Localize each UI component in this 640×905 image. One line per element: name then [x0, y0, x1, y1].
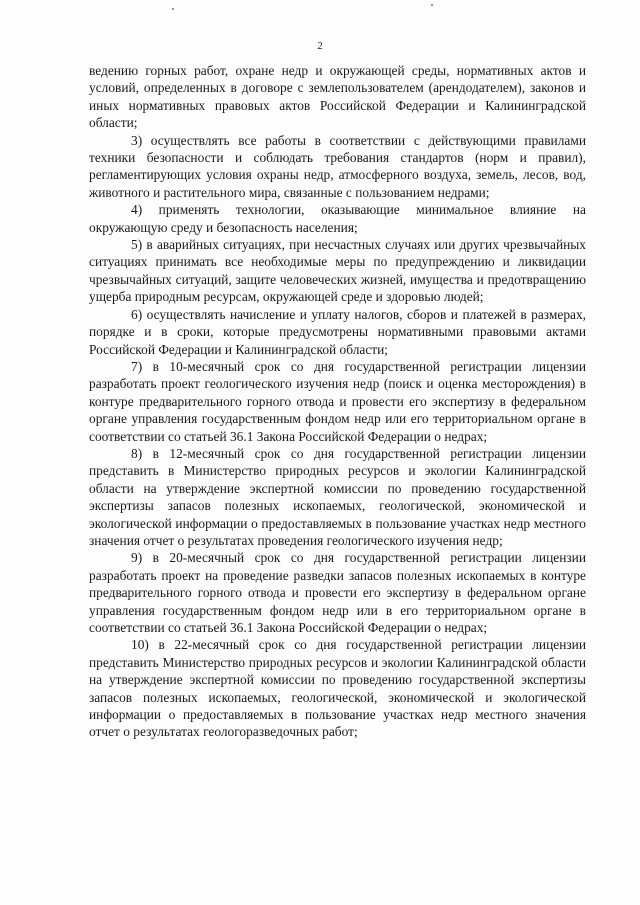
document-body — [89, 62, 586, 741]
scan-speck — [431, 4, 433, 6]
paragraph-item-9: 9) в 20-месячный срок со дня государственной регистрации лицензии разработать проект на проведение разведки запасов полезных ископаемых в контуре предварительного горного отвода и провести его экспертизу в федеральном органе управления государственным фондом недр или в его территориальном органе в соответствии со статьей 36.1 Закона Российской Федерации о недрах; — [89, 550, 586, 635]
paragraph-item-6: 6) осуществлять начисление и уплату налогов, сборов и платежей в размерах, порядке и в сроки, которые предусмотрены нормативными правовыми актами Российской Федерации и Калининградской области; — [89, 306, 586, 357]
paragraph-item-7: 7) в 10-месячный срок со дня государственной регистрации лицензии разработать проект геологического изучения недр (поиск и оценка месторождения) в контуре предварительного горного отвода и провести его экспертизу в федеральном органе управления государственным фондом недр или его территориальном органе в соответствии со статьей 36.1 Закона Российской Федерации о недрах; — [89, 358, 586, 444]
paragraph-continuation: ведению горных работ, охране недр и окружающей среды, нормативных актов и условий, определенных в договоре с землепользователем (арендодателем), законов и иных нормативных правовых актов Российской Федерации и Калининградской области; — [89, 63, 586, 131]
page-number: 2 — [317, 40, 323, 52]
paragraph-item-3: 3) осуществлять все работы в соответствии с действующими правилами техники безопасности и соблюдать требования стандартов (норм и правил), регламентирующих условия охраны недр, атмосферного воздуха, земель, лесов, вод, животного и растительного мира, связанные с пользованием недрами; — [89, 132, 586, 200]
paragraph-item-8: 8) в 12-месячный срок со дня государственной регистрации лицензии представить в Министерство природных ресурсов и экологии Калининградской области на утверждение экспертной комиссии по проведению государственной экспертизы запасов полезных ископаемых, геологической, экономической и экологической информации о предоставляемых в пользование участках недр местного значения отчет о результатах проведения геологического изучения недр; — [89, 445, 586, 548]
paragraph-item-4: 4) применять технологии, оказывающие минимальное влияние на окружающую среду и безопасность населения; — [89, 202, 586, 235]
paragraph-item-10: 10) в 22-месячный срок со дня государственной регистрации лицензии представить Министерство природных ресурсов и экологии Калининградской области на утверждение экспертной комиссии по проведению государственной экспертизы запасов полезных ископаемых, геологической, экономической и экологической информации о предоставляемых в пользование участках недр местного значения отчет о результатах геологоразведочных работ; — [89, 637, 586, 740]
scan-speck — [172, 8, 174, 10]
paragraph-item-5: 5) в аварийных ситуациях, при несчастных случаях или других чрезвычайных ситуациях принимать все необходимые меры по предупреждению и ликвидации чрезвычайных ситуаций, защите человеческих жизней, имущества и предотвращению ущерба природным ресурсам, окружающей среде и здоровью людей; — [89, 237, 586, 305]
